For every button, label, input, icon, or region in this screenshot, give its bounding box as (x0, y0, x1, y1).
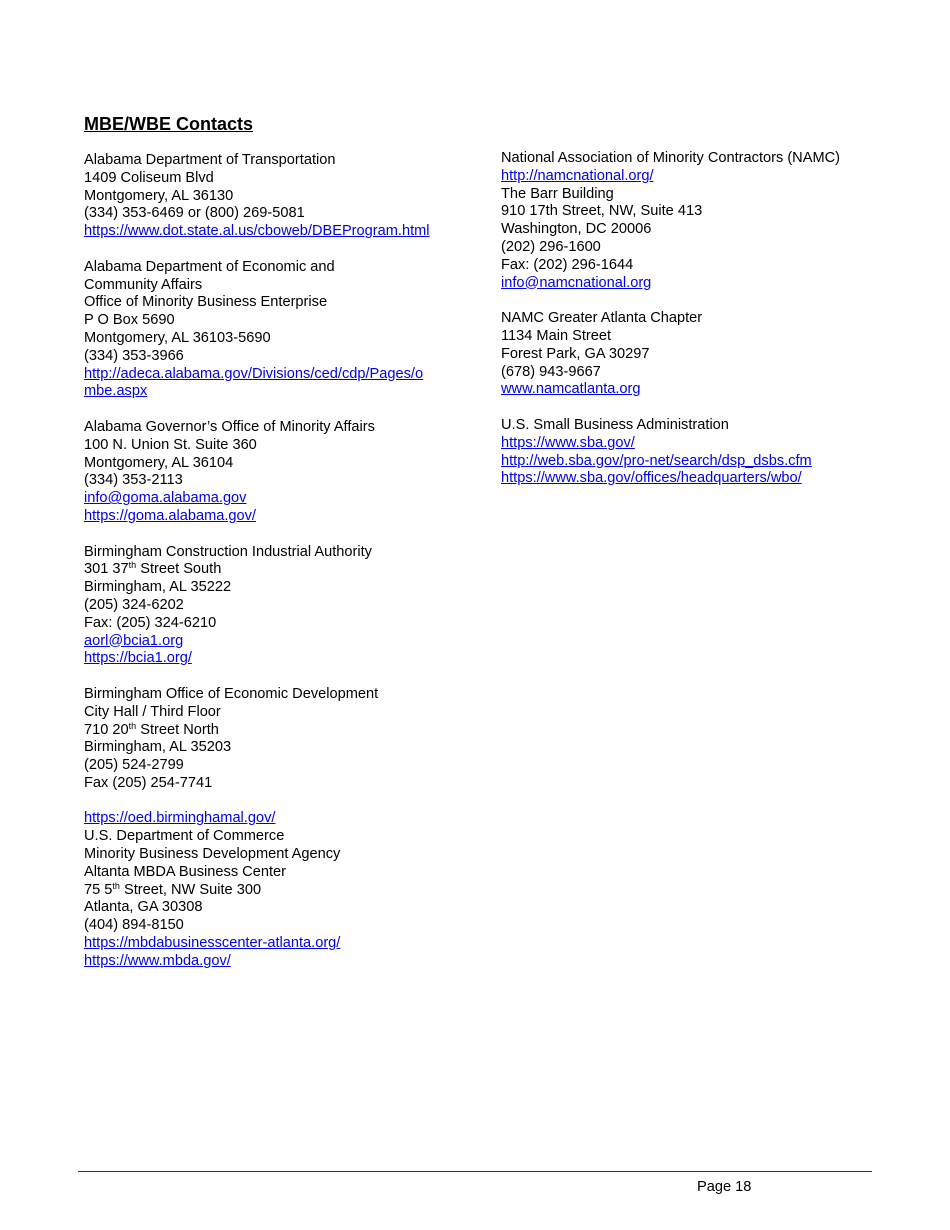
contact-phone: (334) 353-2113 (84, 472, 183, 489)
contact-name: NAMC Greater Atlanta Chapter (501, 310, 703, 327)
page-heading: MBE/WBE Contacts (84, 114, 254, 134)
footer-divider (78, 1171, 872, 1172)
contact-website-link-2[interactable]: http://web.sba.gov/pro-net/search/dsp_dsbs.cfm (501, 452, 812, 469)
contact-website-link-2[interactable]: https://www.mbda.gov/ (84, 952, 231, 969)
contact-namc-atlanta (501, 310, 921, 399)
contact-name-cont: Community Affairs (84, 276, 203, 293)
contact-phone: (334) 353-3966 (84, 347, 184, 364)
contact-name: National Association of Minority Contractors (NAMC) (501, 150, 841, 166)
contact-website-link[interactable]: https://mbdabusinesscenter-atlanta.org/ (84, 935, 341, 952)
contact-website-link-cont[interactable]: mbe.aspx (84, 383, 148, 400)
contact-fax: Fax: (202) 296-1644 (501, 256, 634, 273)
contact-email-link[interactable]: info@goma.alabama.gov (84, 490, 247, 507)
left-contact-column (84, 152, 484, 988)
contact-city: Atlanta, GA 30308 (84, 899, 203, 916)
contact-sba (501, 417, 921, 488)
contact-goma (84, 419, 484, 526)
contact-website-link[interactable]: https://goma.alabama.gov/ (84, 507, 256, 524)
contact-website-link[interactable]: http://namcnational.org/ (501, 167, 654, 184)
contact-city: Birmingham, AL 35203 (84, 739, 232, 756)
contact-website-link[interactable]: www.namcatlanta.org (501, 381, 641, 398)
contact-po-box: P O Box 5690 (84, 312, 175, 329)
contact-city: Montgomery, AL 36104 (84, 454, 234, 471)
contact-bcia (84, 544, 484, 669)
contact-city: Montgomery, AL 36130 (84, 187, 234, 204)
contact-name: U.S. Small Business Administration (501, 416, 729, 433)
contact-email-link[interactable]: aorl@bcia1.org (84, 632, 184, 649)
contact-aldot (84, 152, 484, 241)
contact-name: Birmingham Office of Economic Development (84, 685, 379, 702)
contact-office: Office of Minority Business Enterprise (84, 294, 328, 311)
contact-street: 1409 Coliseum Blvd (84, 169, 214, 186)
contact-city: Birmingham, AL 35222 (84, 579, 232, 596)
contact-website-link[interactable]: http://adeca.alabama.gov/Divisions/ced/cdp/Pages/o (84, 365, 424, 382)
contact-building: The Barr Building (501, 185, 614, 202)
contact-adeca (84, 259, 484, 401)
contact-agency: Minority Business Development Agency (84, 846, 341, 863)
contact-street: 910 17th Street, NW, Suite 413 (501, 203, 703, 220)
contact-street: 75 5th Street, NW Suite 300 (84, 880, 262, 898)
contact-city: Montgomery, AL 36103-5690 (84, 329, 271, 346)
contact-fax: Fax: (205) 324-6210 (84, 614, 217, 631)
contact-email-link[interactable]: info@namcnational.org (501, 274, 652, 291)
contact-street: 710 20th Street North (84, 720, 219, 738)
contact-name: Alabama Department of Transportation (84, 152, 336, 168)
contact-phone: (404) 894-8150 (84, 917, 184, 934)
contact-website-link[interactable]: https://www.dot.state.al.us/cboweb/DBEProgram.html (84, 223, 430, 240)
contact-name: U.S. Department of Commerce (84, 828, 285, 845)
contact-phone: (202) 296-1600 (501, 238, 601, 255)
contact-website-link[interactable]: https://www.sba.gov/ (501, 434, 635, 451)
contact-center: Altanta MBDA Business Center (84, 863, 286, 880)
contact-name: Alabama Governor’s Office of Minority Affairs (84, 418, 375, 435)
contact-mbda (84, 810, 484, 970)
contact-phone: (205) 524-2799 (84, 757, 184, 774)
contact-website-link[interactable]: https://bcia1.org/ (84, 650, 192, 667)
contact-phone: (678) 943-9667 (501, 363, 601, 380)
contact-namc (501, 150, 921, 292)
right-contact-column (501, 150, 921, 506)
page-number: Page 18 (697, 1179, 752, 1195)
contact-street: 1134 Main Street (501, 327, 612, 344)
contact-fax: Fax (205) 254-7741 (84, 774, 213, 791)
contact-website-link-3[interactable]: https://www.sba.gov/offices/headquarters/wbo/ (501, 470, 802, 487)
contact-floor: City Hall / Third Floor (84, 703, 221, 720)
contact-boed (84, 686, 484, 793)
contact-city: Washington, DC 20006 (501, 221, 652, 238)
contact-phone: (334) 353-6469 or (800) 269-5081 (84, 205, 305, 222)
boed-website-link[interactable]: https://oed.birminghamal.gov/ (84, 810, 276, 827)
contact-name: Alabama Department of Economic and (84, 258, 335, 275)
contact-street: 301 37th Street South (84, 560, 222, 578)
contact-name: Birmingham Construction Industrial Authority (84, 543, 372, 560)
contact-street: 100 N. Union St. Suite 360 (84, 436, 257, 453)
contact-city: Forest Park, GA 30297 (501, 345, 650, 362)
contact-phone: (205) 324-6202 (84, 596, 184, 613)
